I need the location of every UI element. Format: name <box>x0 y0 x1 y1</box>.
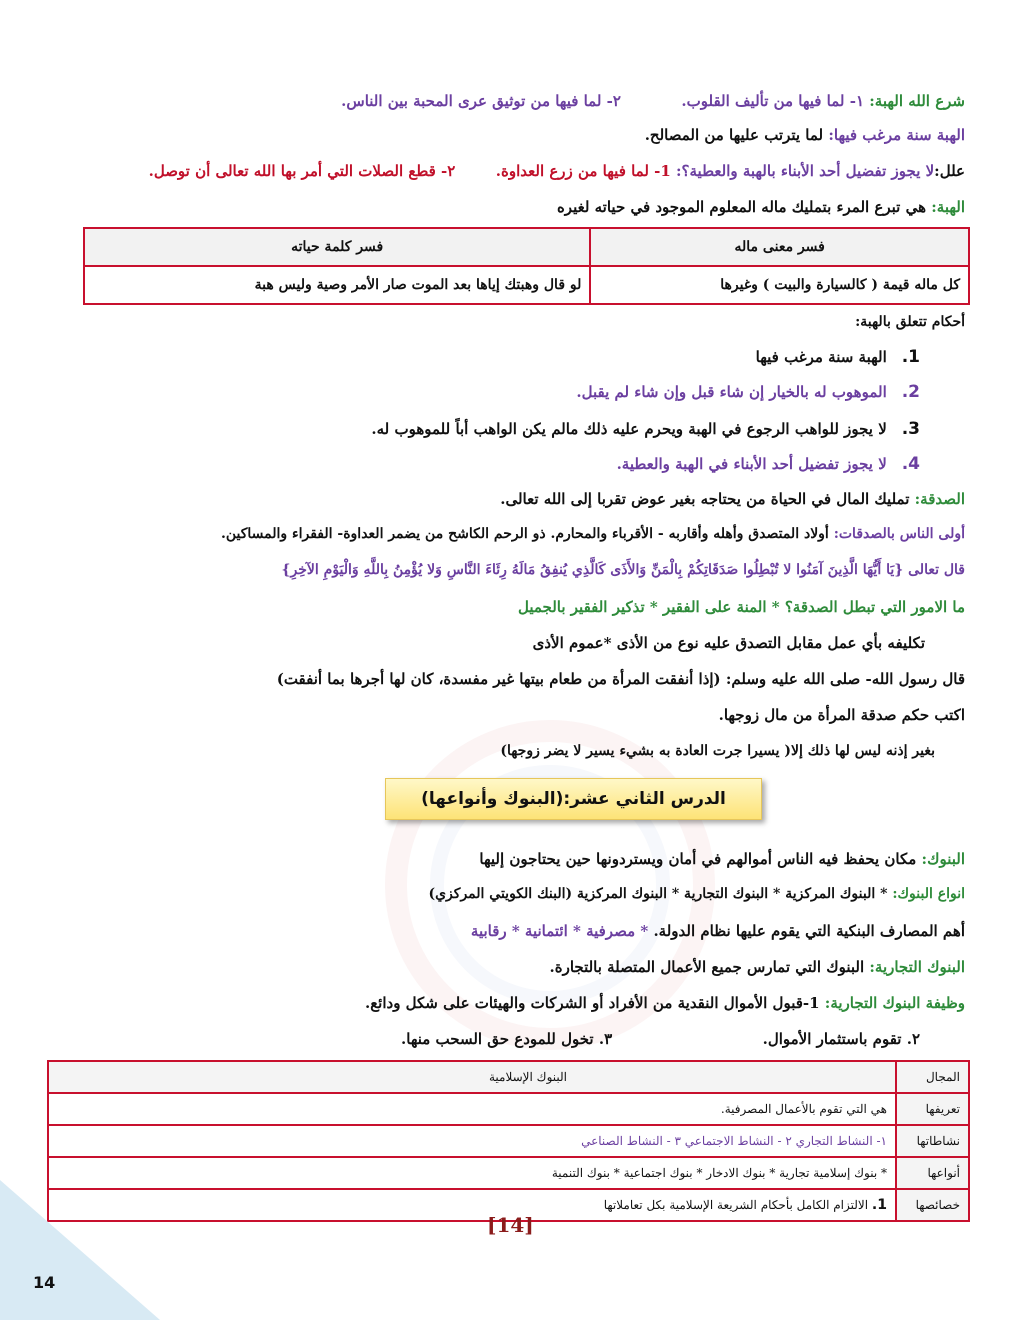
shara-item-2: ٢- لما فيها من توثيق عرى المحبة بين الناس. <box>341 92 621 110</box>
table2-value-row <box>48 1189 896 1221</box>
ahkam-num: 4. <box>901 454 920 474</box>
table2-num: 1. <box>871 1197 887 1213</box>
ayah-text: قال تعالى {يَا أَيُّهَا الَّذِينَ آمَنُوا لا تُبْطِلُوا صَدَقَاتِكُمْ بِالْمَنِّ وَالأَذَى كَالَّذِي يُنفِقُ مَالَهُ رِئَاءَ النَّاسِ وَلا يُؤْمِنُ بِاللَّهِ وَالْيَوْمِ الآخِرِ} <box>281 562 965 578</box>
shara-item-1: ١- لما فيها من تأليف القلوب. <box>681 92 865 110</box>
table2-label: المجال <box>896 1061 969 1093</box>
ahkam-item <box>60 347 920 367</box>
banks-ahamm-text: أهم المصارف البنكية التي يقوم عليها نظام الدولة. <box>653 922 965 940</box>
center-page-number: [14] <box>487 1213 534 1237</box>
table2-label: خصائصها <box>896 1189 969 1221</box>
awla-label: أولى الناس بالصدقات: <box>833 526 965 542</box>
banks-types-line <box>55 886 965 902</box>
table2-value: هي التي تقوم بالأعمال المصرفية. <box>48 1093 896 1125</box>
table2-label: نشاطاتها <box>896 1125 969 1157</box>
elal-reason-1: 1- لما فيها من زرع العداوة. <box>495 162 671 180</box>
ahkam-text: الهبة سنة مرغب فيها <box>755 348 887 366</box>
awla-text: أولاد المتصدق وأهله وأقاربه - الأقرباء والمحارم. ذو الرحم الكاشح من يضمر العداوة- الفقراء والمساكين. <box>220 526 829 542</box>
banks-wazifa-label: وظيفة البنوك التجارية: <box>824 994 965 1012</box>
sadaqa-label: الصدقة: <box>914 490 965 508</box>
sadaqa-line <box>55 490 965 508</box>
uktub-question: اكتب حكم صدقة المرأة من مال زوجها. <box>718 706 965 724</box>
awla-line <box>55 526 965 542</box>
ahkam-item <box>60 454 920 474</box>
banks-wazifa-3: ٣. تخول للمودع حق السحب منها. <box>401 1030 613 1048</box>
ahkam-num: 2. <box>901 382 920 402</box>
banks-types-text: * البنوك المركزية * البنوك التجارية * البنوك المركزية (البنك الكويتي المركزي) <box>428 886 888 902</box>
table1-cell-2: لو قال وهبتك إياها بعد الموت صار الأمر وصية وليس هبة <box>84 266 590 304</box>
ahkam-num: 1. <box>901 347 920 367</box>
table2-value: الالتزام الكامل بأحكام الشريعة الإسلامية بكل تعاملاتها <box>603 1198 869 1212</box>
shara-label: شرع الله الهبة: <box>869 92 965 110</box>
table2-label: تعريفها <box>896 1093 969 1125</box>
hiba-explain-table <box>83 227 970 305</box>
hiba-label: الهبة: <box>931 198 965 216</box>
ahkam-item <box>60 382 920 402</box>
banks-def-label: البنوك: <box>921 850 965 868</box>
ahkam-num: 3. <box>901 419 920 439</box>
sunna-text: لما يترتب عليها من المصالح. <box>644 126 824 144</box>
banks-wazifa-2: ٢. تقوم باستثمار الأموال. <box>762 1030 920 1048</box>
ahkam-text: لا يجوز للواهب الرجوع في الهبة ويحرم عليه ذلك مالم يكن الواهب أباً للموهوب له. <box>371 420 887 438</box>
banks-tijari-text: البنوك التي تمارس جميع الأعمال المتصلة بالتجارة. <box>549 958 865 976</box>
table1-cell-1: كل ماله قيمة ( كالسيارة والبيت ) وغيرها <box>590 266 969 304</box>
ahkam-text: الموهوب له بالخيار إن شاء قبل وإن شاء لم يقبل. <box>576 383 887 401</box>
elal-label: علل: <box>934 162 965 180</box>
sadaqa-text: تمليك المال في الحياة من يحتاجه بغير عوض تقربا إلى الله تعالى. <box>500 490 910 508</box>
banks-types-label: انواع البنوك: <box>892 886 965 902</box>
banks-wazifa-more <box>55 1030 920 1048</box>
corner-triangle-decoration <box>0 1180 160 1320</box>
banks-tijari-line <box>55 958 965 976</box>
islamic-banks-table <box>47 1060 970 1222</box>
banks-def-text: مكان يحفظ فيه الناس أموالهم في أمان ويستردونها حين يحتاجون إليها <box>479 850 917 868</box>
elal-question: لا يجوز تفضيل أحد الأبناء بالهبة والعطية؟: <box>676 162 935 180</box>
elal-line <box>55 162 965 180</box>
banks-def-line <box>55 850 965 868</box>
umur-text: ما الامور التي تبطل الصدقة؟ * المنة على الفقير * تذكير الفقير بالجميل <box>517 598 965 616</box>
taklif-text: تكليفه بأي عمل مقابل التصدق عليه نوع من الأذى *عموم الأذى <box>532 634 925 652</box>
table2-value: * بنوك إسلامية تجارية * بنوك الادخار * بنوك اجتماعية * بنوك التنمية <box>48 1157 896 1189</box>
page-number: 14 <box>33 1273 56 1292</box>
banks-ahamm-line <box>55 922 965 940</box>
table1-header-1: فسر معنى ماله <box>590 228 969 266</box>
banks-tijari-label: البنوك التجارية: <box>869 958 965 976</box>
table2-value: البنوك الإسلامية <box>48 1061 896 1093</box>
table2-label: أنواعها <box>896 1157 969 1189</box>
uktub-answer: بغير إذنه ليس لها ذلك إلا( يسيرا جرت العادة به بشيء يسير لا يضر زوجها) <box>500 743 935 759</box>
ahkam-item <box>60 419 920 439</box>
banks-wazifa-1: 1-قبول الأموال النقدية من الأفراد أو الشركات والهيئات على شكل ودائع. <box>364 994 820 1012</box>
banks-ahamm-list: * مصرفية * ائتمانية * رقابية <box>470 922 649 940</box>
ahkam-text: لا يجوز تفضيل أحد الأبناء في الهبة والعطية. <box>616 455 887 473</box>
hiba-def-line <box>55 198 965 216</box>
sunna-line <box>55 126 965 144</box>
shara-line <box>55 92 965 110</box>
sunna-label: الهبة سنة مرغب فيها: <box>828 126 965 144</box>
banks-wazifa-line <box>55 994 965 1012</box>
ahkam-title: أحكام تتعلق بالهبة: <box>855 314 965 330</box>
table1-header-2: فسر كلمة حياته <box>84 228 590 266</box>
elal-reason-2: ٢- قطع الصلات التي أمر بها الله تعالى أن توصل. <box>148 162 456 180</box>
hiba-text: هي تبرع المرء بتمليك ماله المعلوم الموجود في حياته لغيره <box>556 198 926 216</box>
table2-value: ١- النشاط التجاري ٢ - النشاط الاجتماعي ٣ - النشاط الصناعي <box>48 1125 896 1157</box>
hadith-text: قال رسول الله- صلى الله عليه وسلم: (إذا أنفقت المرأة من طعام بيتها غير مفسدة، كان لها أجرها بما أنفقت) <box>276 670 965 688</box>
lesson-title-box: الدرس الثاني عشر:(البنوك وأنواعها) <box>385 778 762 820</box>
